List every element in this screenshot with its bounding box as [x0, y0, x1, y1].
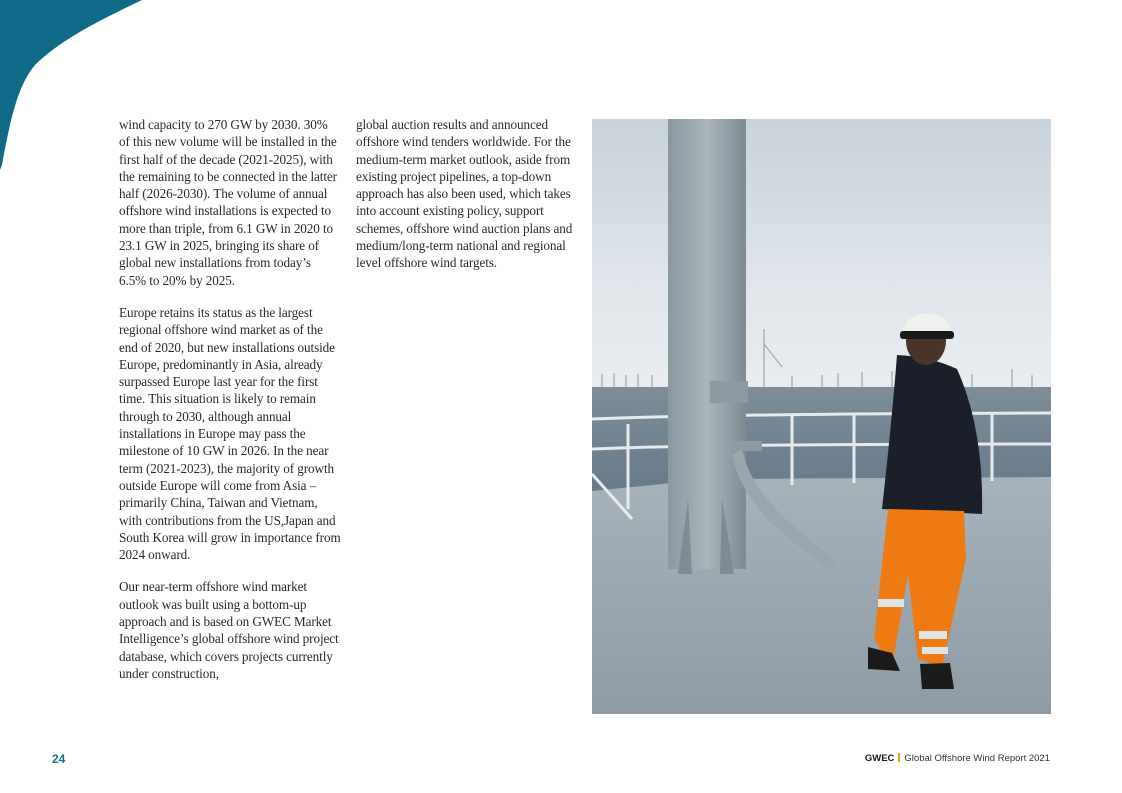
page-number: 24 — [52, 752, 66, 766]
paragraph: Europe retains its status as the largest regional offshore wind market as of the end of 2020, but new installations outside Europe, predominantly in Asia, already surpassed Europe last year for the first time. This situation is likely to remain through to 2030, although annual installations in Europe may pass the milestone of 10 GW in 2026. In the near term (2021-2023), the majority of growth outside Europe will come from Asia – primarily China, Taiwan and Vietnam, with contributions from the US,Japan and South Korea will grow in importance from 2024 onward. — [119, 304, 341, 563]
footer-brand: GWEC — [864, 753, 895, 764]
paragraph: Our near-term offshore wind market outlook was built using a bottom-up approach and is based on GWEC Market Intelligence’s global offshore wind project database, which covers projects currently under construction, — [119, 579, 339, 681]
text-column-right — [356, 116, 578, 287]
footer-title: Global Offshore Wind Report 2021 — [904, 753, 1050, 764]
offshore-platform-photo — [592, 119, 1051, 714]
footer-separator — [898, 753, 900, 762]
footer-report-title — [865, 753, 1050, 764]
text-column-left — [119, 116, 341, 714]
paragraph: global auction results and announced offshore wind tenders worldwide. For the medium-term market outlook, aside from existing project pipelines, a top-down approach has also been used, which takes into account existing policy, support schemes, offshore wind auction plans and medium/long-term national and regional level offshore wind targets. — [356, 117, 573, 271]
paragraph: wind capacity to 270 GW by 2030. 30% of this new volume will be installed in the first half of the decade (2021-2025), with the remaining to be connected in the latter half (2026-2030). The volume of annual offshore wind installations is expected to more than triple, from 6.1 GW in 2020 to 23.1 GW in 2025, bringing its share of global new installations from today’s 6.5% to 20% by 2025. — [119, 117, 337, 288]
